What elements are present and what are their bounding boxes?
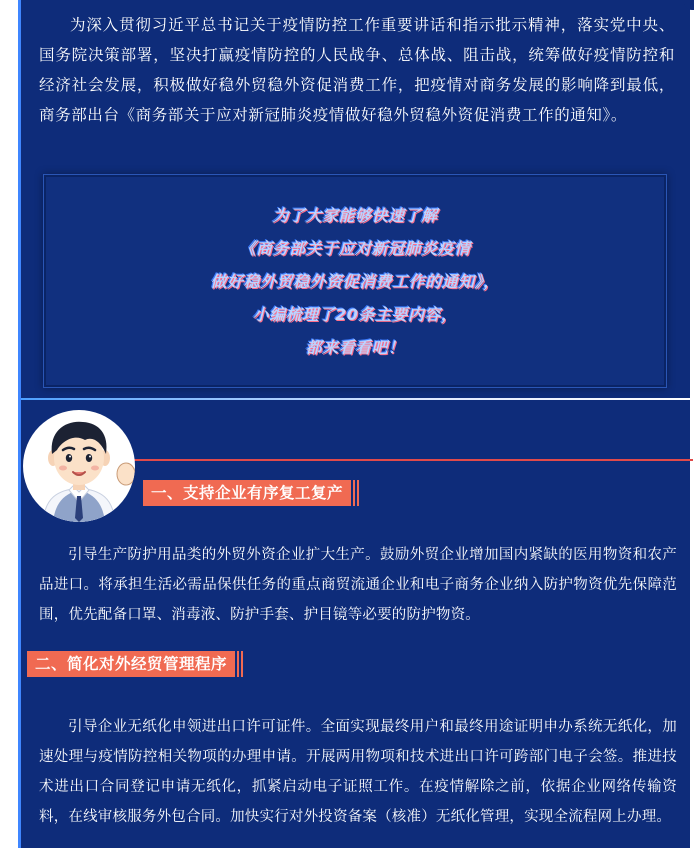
title-accent-bar (237, 651, 239, 677)
cartoon-man-avatar-icon (23, 410, 135, 522)
section-title: 一、支持企业有序复工复产 (143, 480, 351, 506)
quote-line: 做好稳外贸稳外资促消费工作的通知》， (210, 271, 500, 291)
quote-line: 《商务部关于应对新冠肺炎疫情 (239, 238, 471, 258)
title-accent-bar (241, 651, 243, 677)
quote-line: 都来看看吧！ (305, 337, 405, 357)
section-heading-1 (143, 480, 359, 506)
quote-line: 小编梳理了20条主要内容， (252, 304, 458, 324)
section-divider (21, 398, 693, 400)
intro-paragraph: 为深入贯彻习近平总书记关于疫情防控工作重要讲话和指示批示精神，落实党中央、国务院决策部署，坚决打赢疫情防控的人民战争、总体战、阻击战，统筹做好疫情防控和经济社会发展，积极做好稳外贸稳外资促消费工作，把疫情对商务发展的影响降到最低，商务部出台《商务部关于应对新冠肺炎疫情做好稳外贸稳外资促消费工作的通知》。 (39, 16, 675, 124)
section-body-2: 引导企业无纸化申领进出口许可证件。全面实现最终用户和最终用途证明申办系统无纸化，加速处理与疫情防控相关物项的办理申请。开展两用物项和技术进出口许可跨部门电子会签。推进技术进出口合同登记申请无纸化，抓紧启动电子证照工作。在疫情解除之前，依据企业网络传输资料，在线审核服务外包合同。加快实行对外投资备案（核准）无纸化管理，实现全流程网上办理。 (39, 719, 677, 825)
section-header-rule (131, 459, 693, 461)
title-accent-bar (353, 480, 355, 506)
section-title: 二、简化对外经贸管理程序 (27, 651, 235, 677)
title-accent-bar (357, 480, 359, 506)
quote-line: 为了大家能够快速了解 (272, 205, 438, 225)
section-heading-2 (27, 651, 243, 677)
page-corner (684, 0, 694, 10)
summary-quote-box (43, 174, 667, 388)
section-body-1: 引导生产防护用品类的外贸外资企业扩大生产。鼓励外贸企业增加国内紧缺的医用物资和农产品进口。将承担生活必需品保供任务的重点商贸流通企业和电子商务企业纳入防护物资优先保障范围，优先配备口罩、消毒液、防护手套、护目镜等必要的防护物资。 (39, 547, 677, 623)
article-page (18, 0, 690, 848)
